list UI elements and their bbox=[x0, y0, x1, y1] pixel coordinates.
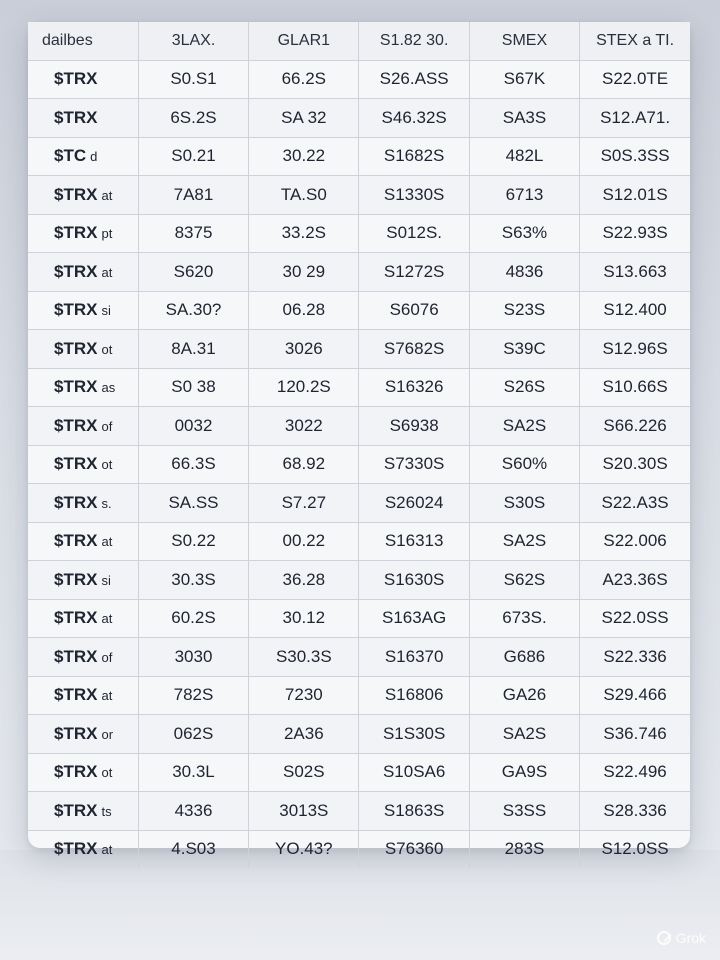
ticker-symbol: $TRX bbox=[54, 800, 98, 820]
ticker-cell bbox=[28, 445, 138, 484]
table-cell: S6076 bbox=[359, 291, 469, 330]
table-cell: SA.SS bbox=[138, 484, 248, 523]
table-row bbox=[28, 291, 690, 330]
ticker-symbol: $TRX bbox=[54, 685, 98, 705]
table-cell: SA2S bbox=[469, 407, 579, 446]
table-cell: 8A.31 bbox=[138, 330, 248, 369]
table-cell: S26.ASS bbox=[359, 60, 469, 99]
table-cell: S02S bbox=[249, 753, 359, 792]
table-cell: S1863S bbox=[359, 792, 469, 831]
table-cell: S22.006 bbox=[580, 522, 690, 561]
table-cell: 30.3L bbox=[138, 753, 248, 792]
table-cell: S26S bbox=[469, 368, 579, 407]
table-cell: S12.96S bbox=[580, 330, 690, 369]
ticker-suffix: at bbox=[101, 264, 113, 280]
ticker-symbol: $TRX bbox=[54, 415, 98, 435]
table-cell: 4336 bbox=[138, 792, 248, 831]
ticker-suffix: ot bbox=[101, 341, 113, 357]
watermark bbox=[657, 930, 706, 946]
ticker-cell bbox=[28, 830, 138, 868]
table-header-row bbox=[28, 22, 690, 60]
table-row bbox=[28, 638, 690, 677]
ticker-suffix: of bbox=[101, 418, 113, 434]
table-row bbox=[28, 599, 690, 638]
data-table bbox=[28, 22, 690, 868]
table-row bbox=[28, 368, 690, 407]
ticker-symbol: $TRX bbox=[54, 646, 98, 666]
table-row bbox=[28, 676, 690, 715]
ticker-suffix: ts bbox=[101, 803, 112, 819]
table-cell: TA.S0 bbox=[249, 176, 359, 215]
ticker-suffix: at bbox=[101, 688, 113, 704]
table-row bbox=[28, 561, 690, 600]
table-cell: 30.22 bbox=[249, 137, 359, 176]
table-cell: S46.32S bbox=[359, 99, 469, 138]
ticker-suffix: s. bbox=[101, 495, 112, 511]
table-row bbox=[28, 330, 690, 369]
table-cell: S0S.3SS bbox=[580, 137, 690, 176]
table-cell: S13.663 bbox=[580, 253, 690, 292]
ticker-suffix: d bbox=[90, 149, 98, 165]
table-cell: 3026 bbox=[249, 330, 359, 369]
ticker-cell bbox=[28, 638, 138, 677]
table-cell: 6713 bbox=[469, 176, 579, 215]
table-cell: 60.2S bbox=[138, 599, 248, 638]
table-row bbox=[28, 792, 690, 831]
table-row bbox=[28, 99, 690, 138]
grok-logo-icon bbox=[657, 931, 671, 945]
table-cell: 782S bbox=[138, 676, 248, 715]
table-cell: S16806 bbox=[359, 676, 469, 715]
table-cell: S10.66S bbox=[580, 368, 690, 407]
ticker-suffix: ot bbox=[101, 765, 113, 781]
table-cell: 06.28 bbox=[249, 291, 359, 330]
table-cell: 66.3S bbox=[138, 445, 248, 484]
ticker-cell bbox=[28, 522, 138, 561]
ticker-cell bbox=[28, 792, 138, 831]
table-cell: S620 bbox=[138, 253, 248, 292]
ticker-symbol: $TRX bbox=[54, 69, 98, 89]
table-cell: S76360 bbox=[359, 830, 469, 868]
table-row bbox=[28, 214, 690, 253]
table-cell: SA.30? bbox=[138, 291, 248, 330]
ticker-suffix: at bbox=[101, 842, 113, 858]
table-cell: S1682S bbox=[359, 137, 469, 176]
table-cell: S39C bbox=[469, 330, 579, 369]
ticker-symbol: $TRX bbox=[54, 107, 98, 127]
ticker-cell bbox=[28, 137, 138, 176]
ticker-cell bbox=[28, 753, 138, 792]
table-row bbox=[28, 830, 690, 868]
table-cell: S22.93S bbox=[580, 214, 690, 253]
table-cell: 30 29 bbox=[249, 253, 359, 292]
table-cell: YO.43? bbox=[249, 830, 359, 868]
ticker-suffix: as bbox=[101, 380, 116, 396]
table-cell: S29.466 bbox=[580, 676, 690, 715]
table-cell: 33.2S bbox=[249, 214, 359, 253]
table-cell: S3SS bbox=[469, 792, 579, 831]
ticker-symbol: $TRX bbox=[54, 454, 98, 474]
ticker-symbol: $TRX bbox=[54, 261, 98, 281]
ticker-suffix: at bbox=[101, 534, 113, 550]
table-cell: 4836 bbox=[469, 253, 579, 292]
table-cell: 3013S bbox=[249, 792, 359, 831]
ticker-cell bbox=[28, 676, 138, 715]
ticker-symbol: $TRX bbox=[54, 839, 98, 859]
table-cell: SA 32 bbox=[249, 99, 359, 138]
table-cell: 062S bbox=[138, 715, 248, 754]
table-cell: 0032 bbox=[138, 407, 248, 446]
ticker-symbol: $TRX bbox=[54, 723, 98, 743]
ticker-cell bbox=[28, 484, 138, 523]
table-cell: 283S bbox=[469, 830, 579, 868]
table-cell: S12.01S bbox=[580, 176, 690, 215]
table-cell: S012S. bbox=[359, 214, 469, 253]
data-table-card bbox=[28, 22, 690, 859]
table-cell: 4.S03 bbox=[138, 830, 248, 868]
table-cell: S36.746 bbox=[580, 715, 690, 754]
table-cell: S10SA6 bbox=[359, 753, 469, 792]
column-header: GLAR1 bbox=[249, 22, 359, 60]
ticker-cell bbox=[28, 99, 138, 138]
table-cell: GA9S bbox=[469, 753, 579, 792]
table-cell: S0.S1 bbox=[138, 60, 248, 99]
table-cell: S60% bbox=[469, 445, 579, 484]
table-cell: S12.0SS bbox=[601, 839, 669, 859]
ticker-suffix: or bbox=[101, 726, 114, 742]
table-cell: 68.92 bbox=[249, 445, 359, 484]
ticker-cell bbox=[28, 407, 138, 446]
ticker-cell bbox=[28, 715, 138, 754]
table-cell: S12.400 bbox=[580, 291, 690, 330]
table-cell: A23.36S bbox=[580, 561, 690, 600]
table-row bbox=[28, 522, 690, 561]
table-cell: SA2S bbox=[469, 522, 579, 561]
ticker-suffix: of bbox=[101, 649, 113, 665]
table-cell: S22.0SS bbox=[580, 599, 690, 638]
table-cell: GA26 bbox=[469, 676, 579, 715]
ticker-symbol: $TRX bbox=[54, 300, 98, 320]
table-cell: 120.2S bbox=[249, 368, 359, 407]
table-cell: S63% bbox=[469, 214, 579, 253]
table-cell: S0 38 bbox=[138, 368, 248, 407]
ticker-symbol: $TC bbox=[54, 146, 87, 166]
ticker-cell bbox=[28, 60, 138, 99]
table-cell: SA3S bbox=[469, 99, 579, 138]
table-row bbox=[28, 253, 690, 292]
table-cell: 3030 bbox=[138, 638, 248, 677]
ticker-symbol: $TRX bbox=[54, 223, 98, 243]
ticker-symbol: $TRX bbox=[54, 184, 98, 204]
column-header: SMEX bbox=[469, 22, 579, 60]
table-cell: S22.0TE bbox=[580, 60, 690, 99]
table-cell: S62S bbox=[469, 561, 579, 600]
table-cell: 7A81 bbox=[138, 176, 248, 215]
ticker-cell bbox=[28, 291, 138, 330]
table-cell: S1272S bbox=[359, 253, 469, 292]
table-row bbox=[28, 137, 690, 176]
table-cell: 30.3S bbox=[138, 561, 248, 600]
ticker-cell bbox=[28, 368, 138, 407]
table-cell: S22.336 bbox=[580, 638, 690, 677]
ticker-symbol: $TRX bbox=[54, 492, 98, 512]
table-cell: S30S bbox=[469, 484, 579, 523]
ticker-suffix: pt bbox=[101, 226, 113, 242]
table-row bbox=[28, 445, 690, 484]
table-cell: S1S30S bbox=[359, 715, 469, 754]
table-cell: 7230 bbox=[249, 676, 359, 715]
table-cell: G686 bbox=[469, 638, 579, 677]
ticker-suffix: si bbox=[101, 572, 111, 588]
table-cell: 8375 bbox=[138, 214, 248, 253]
table-cell: S7.27 bbox=[249, 484, 359, 523]
table-row bbox=[28, 176, 690, 215]
ticker-cell bbox=[28, 561, 138, 600]
table-cell: S16370 bbox=[359, 638, 469, 677]
ticker-suffix: ot bbox=[101, 457, 113, 473]
table-row bbox=[28, 484, 690, 523]
table-cell: S30.3S bbox=[249, 638, 359, 677]
column-header: STEX a TI. bbox=[580, 22, 690, 60]
table-cell: S0.21 bbox=[138, 137, 248, 176]
table-cell: S26024 bbox=[359, 484, 469, 523]
table-cell: S66.226 bbox=[580, 407, 690, 446]
table-cell: 36.28 bbox=[249, 561, 359, 600]
ticker-symbol: $TRX bbox=[54, 531, 98, 551]
table-row bbox=[28, 753, 690, 792]
table-cell: 00.22 bbox=[249, 522, 359, 561]
ticker-suffix: si bbox=[101, 303, 111, 319]
ticker-cell bbox=[28, 176, 138, 215]
table-cell: S23S bbox=[469, 291, 579, 330]
watermark-label: Grok bbox=[675, 930, 706, 946]
ticker-cell bbox=[28, 253, 138, 292]
table-row bbox=[28, 60, 690, 99]
ticker-symbol: $TRX bbox=[54, 569, 98, 589]
ticker-cell bbox=[28, 330, 138, 369]
table-cell: S163AG bbox=[359, 599, 469, 638]
column-header: 3LAX. bbox=[138, 22, 248, 60]
table-cell: S12.A71. bbox=[580, 99, 690, 138]
ticker-suffix: at bbox=[101, 611, 113, 627]
table-row bbox=[28, 715, 690, 754]
table-cell: S28.336 bbox=[580, 792, 690, 831]
ticker-symbol: $TRX bbox=[54, 377, 98, 397]
table-cell: S1630S bbox=[359, 561, 469, 600]
table-cell: S16326 bbox=[359, 368, 469, 407]
ticker-cell bbox=[28, 599, 138, 638]
table-cell: S22.A3S bbox=[580, 484, 690, 523]
table-cell: 66.2S bbox=[249, 60, 359, 99]
table-cell: 3022 bbox=[249, 407, 359, 446]
table-cell: 6S.2S bbox=[138, 99, 248, 138]
table-body bbox=[28, 60, 690, 868]
table-cell: S22.496 bbox=[580, 753, 690, 792]
table-cell: S6938 bbox=[359, 407, 469, 446]
table-cell: S16313 bbox=[359, 522, 469, 561]
table-cell: S20.30S bbox=[580, 445, 690, 484]
ticker-symbol: $TRX bbox=[54, 338, 98, 358]
table-cell: S7330S bbox=[359, 445, 469, 484]
ticker-symbol: $TRX bbox=[54, 608, 98, 628]
table-cell: S67K bbox=[469, 60, 579, 99]
table-cell: 30.12 bbox=[249, 599, 359, 638]
table-cell: S1330S bbox=[359, 176, 469, 215]
table-row bbox=[28, 407, 690, 446]
ticker-symbol: $TRX bbox=[54, 762, 98, 782]
table-cell: 482L bbox=[469, 137, 579, 176]
table-cell: S0.22 bbox=[138, 522, 248, 561]
column-header: S1.82 30. bbox=[359, 22, 469, 60]
table-cell: 2A36 bbox=[249, 715, 359, 754]
ticker-suffix: at bbox=[101, 187, 113, 203]
table-cell: SA2S bbox=[469, 715, 579, 754]
table-cell: 673S. bbox=[469, 599, 579, 638]
table-cell: S7682S bbox=[359, 330, 469, 369]
ticker-cell bbox=[28, 214, 138, 253]
column-header: dailbes bbox=[28, 22, 138, 60]
